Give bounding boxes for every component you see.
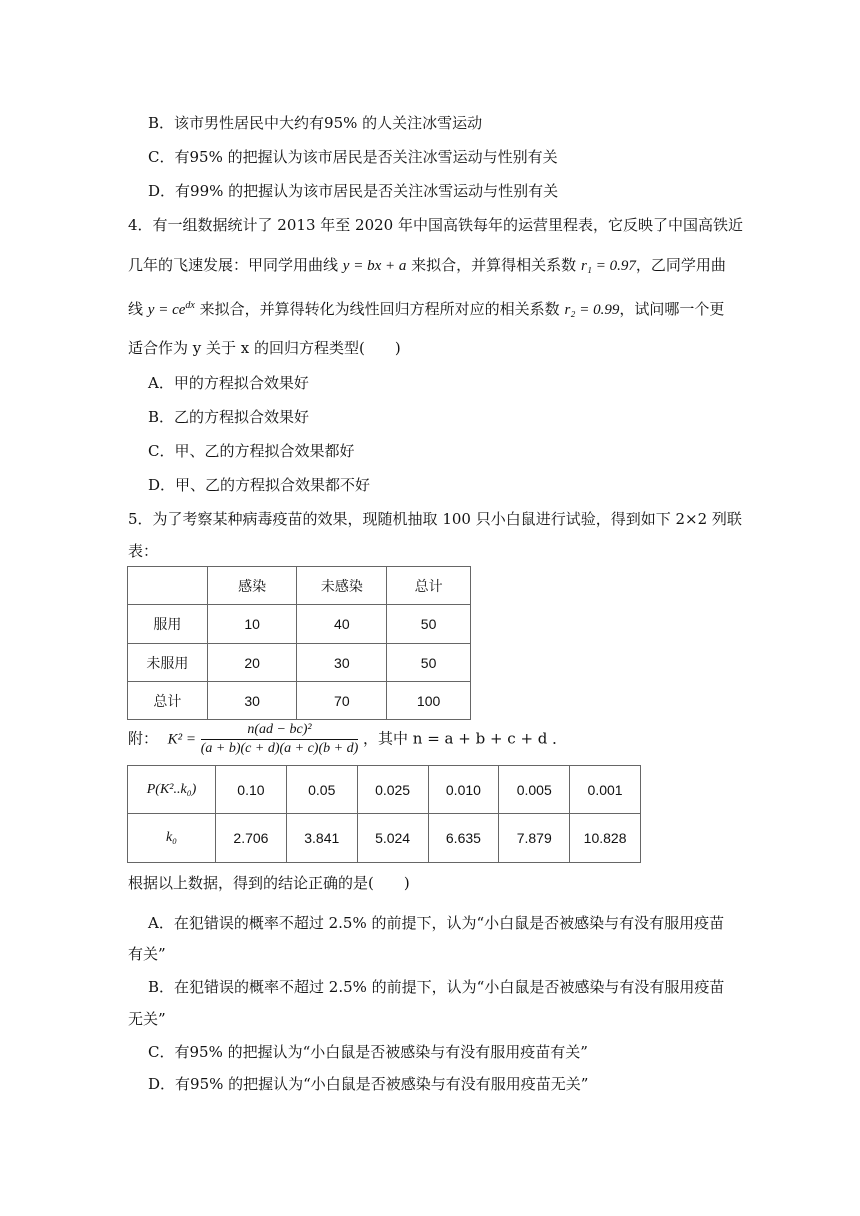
table-cell: 70 (297, 682, 387, 720)
q5-stem-line1: 5．为了考察某种病毒疫苗的效果，现随机抽取 100 只小白鼠进行试验，得到如下 2×2 列联 (128, 510, 742, 528)
table-cell: 30 (207, 682, 297, 720)
q4-option-b: B．乙的方程拟合效果好 (148, 408, 310, 426)
q3-option-d: D．有99% 的把握认为该市居民是否关注冰雪运动与性别有关 (148, 182, 559, 200)
q4-r2: r₂ = 0.99 (564, 302, 620, 318)
q4-formula-jia: y = bx + a (342, 258, 407, 274)
table-cell: 100 (387, 682, 471, 720)
table-cell: 6.635 (428, 814, 499, 863)
k2-lhs: K² = (167, 731, 196, 748)
table-cell: 10 (207, 605, 297, 644)
table-cell: 10.828 (570, 814, 641, 863)
table-cell: 总计 (387, 567, 471, 605)
table-cell: 0.001 (570, 766, 641, 814)
contingency-table (127, 566, 471, 720)
table-cell: 感染 (207, 567, 297, 605)
table-row (128, 567, 471, 605)
table-cell: 5.024 (357, 814, 428, 863)
q4-formula-yi: $y = ce^{dx}$ (147, 300, 195, 318)
table-cell: 7.879 (499, 814, 570, 863)
table-row (128, 814, 641, 863)
q4-stem-line3: 线 $y = ce^{dx}$ 来拟合，并算得转化为线性回归方程所对应的相关系数 r₂ = 0.99，试问哪一个更 (128, 300, 725, 318)
table-cell: 未感染 (297, 567, 387, 605)
q4-option-c: C．甲、乙的方程拟合效果都好 (148, 442, 355, 460)
table-cell: 0.005 (499, 766, 570, 814)
q4-stem-line4: 适合作为 y 关于 x 的回归方程类型( ) (128, 339, 401, 357)
table-cell: 40 (297, 605, 387, 644)
table-cell: 50 (387, 644, 471, 682)
table-row (128, 605, 471, 644)
table-row (128, 766, 641, 814)
k2-fraction: $\frac{\text{n(ad − bc)²}}{(a + b)(c + d)(a + c)(b + d)}$ (200, 722, 359, 756)
table-row (128, 682, 471, 720)
q5-option-b-line2: 无关” (128, 1010, 166, 1028)
table-cell: 0.05 (286, 766, 357, 814)
table-cell: 50 (387, 605, 471, 644)
table-cell: 0.10 (216, 766, 287, 814)
table-cell: 3.841 (286, 814, 357, 863)
q4-option-a: A．甲的方程拟合效果好 (148, 374, 309, 392)
table-cell: P(K²..k₀) (128, 766, 216, 814)
q3-option-b: B．该市男性居民中大约有95% 的人关注冰雪运动 (148, 114, 483, 132)
q5-stem-line2: 表： (128, 542, 159, 560)
q5-option-b-line1: B．在犯错误的概率不超过 2.5% 的前提下，认为“小白鼠是否被感染与有没有服用疫苗 (148, 978, 725, 996)
table-cell: 总计 (128, 682, 208, 720)
table-cell: 20 (207, 644, 297, 682)
q3-option-c: C．有95% 的把握认为该市居民是否关注冰雪运动与性别有关 (148, 148, 558, 166)
k2-formula-line: 附： K² = $\frac{\text{n(ad − bc)²}}{(a + b)(c + d)(a + c)(b + d)}$ ，其中 n = a + b + c + d ． (128, 722, 568, 756)
q4-stem-line1: 4．有一组数据统计了 2013 年至 2020 年中国高铁每年的运营里程表，它反映了中国高铁近 (128, 216, 743, 234)
q5-option-a-line1: A．在犯错误的概率不超过 2.5% 的前提下，认为“小白鼠是否被感染与有没有服用疫苗 (148, 914, 725, 932)
q5-option-c: C．有95% 的把握认为“小白鼠是否被感染与有没有服用疫苗有关” (148, 1043, 588, 1061)
table-cell: 30 (297, 644, 387, 682)
table-row (128, 644, 471, 682)
q5-conclusion: 根据以上数据，得到的结论正确的是( ) (128, 874, 410, 892)
table-cell (128, 567, 208, 605)
q4-stem-line2: 几年的飞速发展：甲同学用曲线 y = bx + a 来拟合，并算得相关系数 r₁ = 0.97，乙同学用曲 (128, 256, 726, 274)
q5-option-d: D．有95% 的把握认为“小白鼠是否被感染与有没有服用疫苗无关” (148, 1075, 589, 1093)
table-cell: k₀ (128, 814, 216, 863)
table-cell: 0.025 (357, 766, 428, 814)
q4-option-d: D．甲、乙的方程拟合效果都不好 (148, 476, 371, 494)
q5-option-a-line2: 有关” (128, 945, 166, 963)
table-cell: 未服用 (128, 644, 208, 682)
table-cell: 服用 (128, 605, 208, 644)
table-cell: 0.010 (428, 766, 499, 814)
q4-r1: r₁ = 0.97 (580, 258, 636, 274)
critical-value-table (127, 765, 641, 863)
table-cell: 2.706 (216, 814, 287, 863)
